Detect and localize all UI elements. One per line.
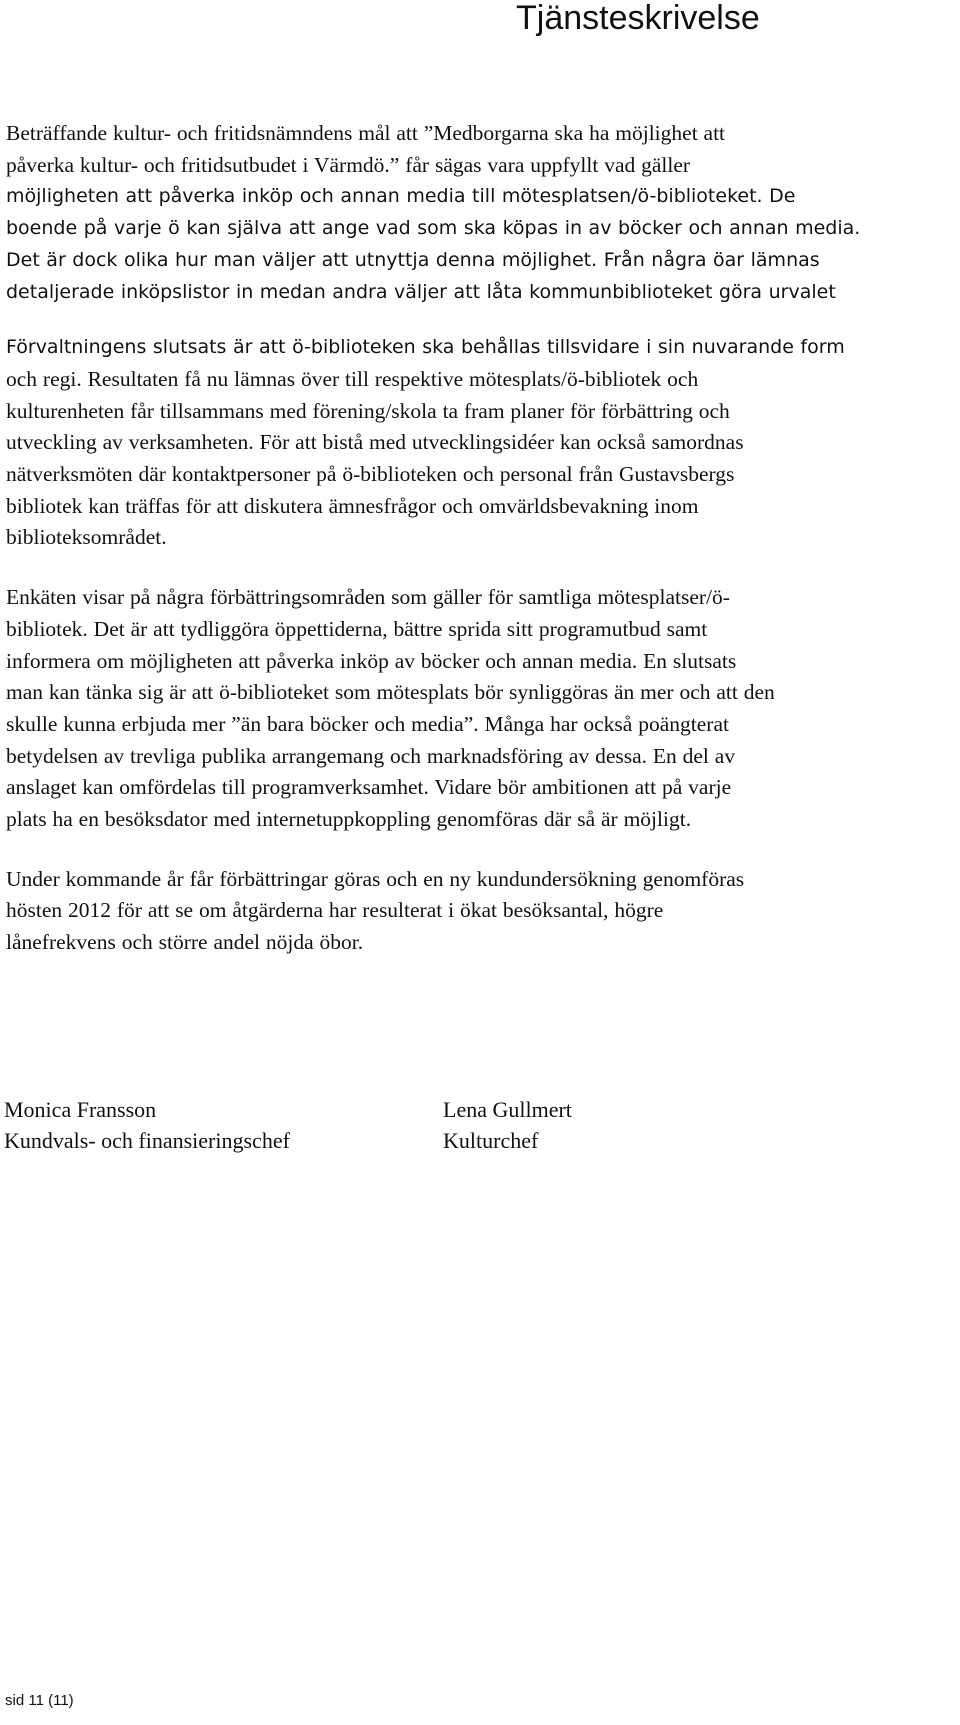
text-line: bibliotek. Det är att tydliggöra öppettiderna, bättre sprida sitt programutbud samt — [6, 616, 708, 641]
document-header-title: Tjänsteskrivelse — [516, 0, 760, 37]
paragraph-next-steps — [6, 864, 956, 959]
text-line: informera om möjligheten att påverka inköp av böcker och annan media. En slutsats — [6, 648, 737, 673]
text-line: möjligheten att påverka inköp och annan media till mötesplatsen/ö-biblioteket. De — [6, 185, 796, 208]
text-line: bibliotek kan träffas för att diskutera ämnesfrågor och omvärldsbevakning inom — [6, 493, 699, 518]
signatory-name: Lena Gullmert — [443, 1097, 572, 1122]
signatory-name: Monica Fransson — [4, 1097, 157, 1122]
text-line: Enkäten visar på några förbättringsområden som gäller för samtliga mötesplatser/ö- — [6, 585, 730, 610]
text-line: plats ha en besöksdator med internetuppkoppling genomföras där så är möjligt. — [6, 807, 692, 832]
signatory-role: Kundvals- och finansieringschef — [4, 1128, 290, 1153]
paragraph-goal-assessment — [6, 118, 956, 308]
signature-right — [443, 1094, 572, 1156]
text-line: lånefrekvens och större andel nöjda öbor. — [6, 930, 364, 955]
page-label: sid — [5, 1692, 25, 1709]
text-line: Det är dock olika hur man väljer att utnyttja denna möjlighet. Från några öar lämnas — [6, 248, 820, 271]
text-line: kulturenheten får tillsammans med förening/skola ta fram planer för förbättring och — [6, 398, 730, 423]
signature-left — [4, 1094, 290, 1156]
text-line: Under kommande år får förbättringar göras och en ny kundundersökning genomföras — [6, 866, 745, 891]
text-line: Förvaltningens slutsats är att ö-biblioteken ska behållas tillsvidare i sin nuvarande form — [6, 336, 845, 359]
text-line: detaljerade inköpslistor in medan andra väljer att låta kommunbiblioteket göra urvalet — [6, 280, 836, 303]
text-line: utveckling av verksamheten. För att bistå med utvecklingsidéer kan också samordnas — [6, 430, 744, 455]
text-line: Beträffande kultur- och fritidsnämndens mål att ”Medborgarna ska ha möjlighet att — [6, 121, 726, 145]
text-line: betydelsen av trevliga publika arrangemang och marknadsföring av dessa. En del av — [6, 743, 736, 768]
text-line: hösten 2012 för att se om åtgärderna har resulterat i ökat besöksantal, högre — [6, 898, 664, 923]
page-footer — [5, 1692, 74, 1710]
text-line: biblioteksområdet. — [6, 525, 167, 550]
paragraph-conclusion — [6, 332, 956, 554]
text-line: anslaget kan omfördelas till programverksamhet. Vidare bör ambitionen att på varje — [6, 775, 732, 800]
paragraph-survey-findings — [6, 582, 956, 836]
text-line: skulle kunna erbjuda mer ”än bara böcker och media”. Många har också poängterat — [6, 711, 729, 736]
signatory-role: Kulturchef — [443, 1128, 539, 1153]
page-number: 11 (11) — [28, 1692, 74, 1709]
text-line: och regi. Resultaten få nu lämnas över till respektive mötesplats/ö-bibliotek och — [6, 366, 699, 391]
text-line: påverka kultur- och fritidsutbudet i Värmdö.” får sägas vara uppfyllt vad gäller — [6, 152, 691, 177]
text-line: man kan tänka sig är att ö-biblioteket som mötesplats bör synliggöras än mer och att den — [6, 680, 775, 705]
document-body — [6, 118, 956, 959]
text-line: boende på varje ö kan själva att ange vad som ska köpas in av böcker och annan media. — [6, 217, 861, 240]
text-line: nätverksmöten där kontaktpersoner på ö-biblioteken och personal från Gustavsbergs — [6, 462, 735, 487]
